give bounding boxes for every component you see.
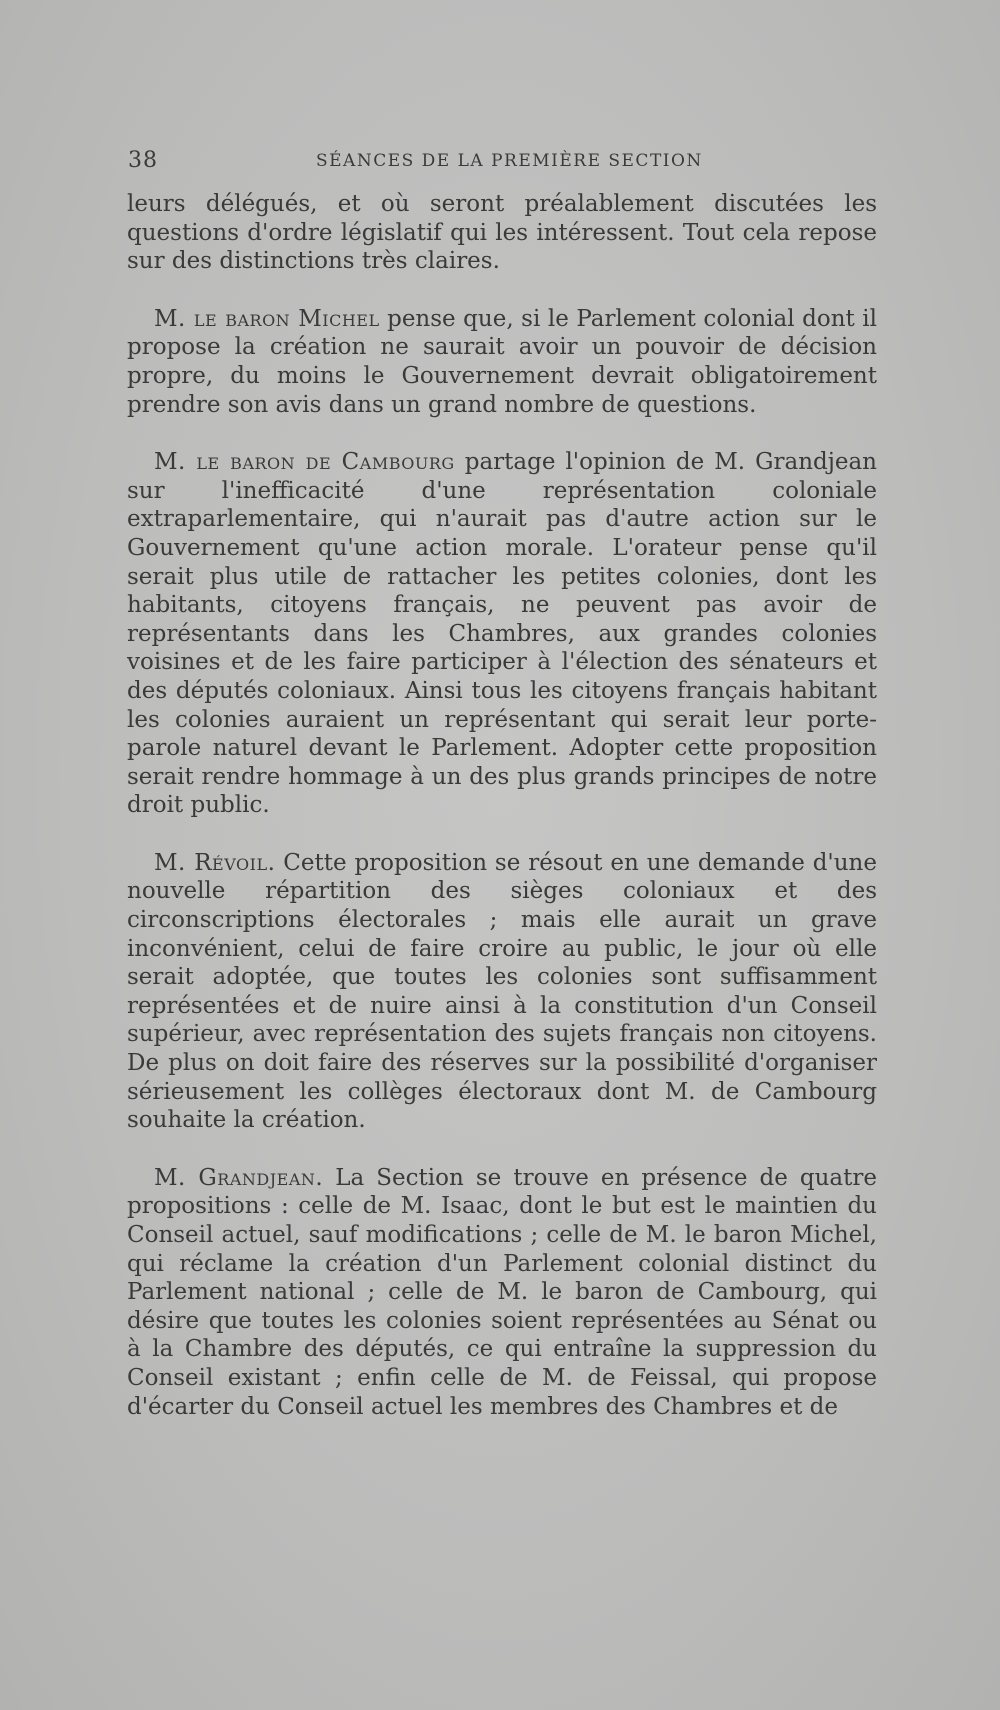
page-number: 38: [128, 148, 158, 173]
body-text: [127, 190, 877, 1421]
page-header: [128, 148, 880, 178]
paragraph-grandjean: [127, 1164, 877, 1421]
speaker-name: M. Grandjean.: [154, 1164, 324, 1191]
paragraph-text: leurs délégués, et où seront préalablement discutées les questions d'ordre législatif qui les intéressent. Tout cela repose sur des distinctions très claires.: [127, 191, 877, 275]
paragraph-text: La Section se trouve en présence de quatre propositions : celle de M. Isaac, dont le but est le maintien du Conseil actuel, sauf modifications ; celle de M. le baron Michel, qui réclame la création d'un Parlement colonial distinct du Parlement national ; celle de M. le baron de Cambourg, qui désire que toutes les colonies soient représentées au Sénat ou à la Chambre des députés, ce qui entraîne la suppression du Conseil existant ; enfin celle de M. de Feissal, qui propose d'écarter du Conseil actuel les membres des Chambres et de: [127, 1164, 877, 1420]
paragraph-continuation: [127, 190, 877, 276]
paragraph-text: Cette proposition se résout en une demande d'une nouvelle répartition des sièges coloniaux et des circonscriptions électorales ; mais elle aurait un grave inconvénient, celui de faire croire au public, le jour où elle serait adoptée, que toutes les colonies sont suffisamment représentées et de nuire ainsi à la constitution d'un Conseil supérieur, avec représentation des sujets français non citoyens. De plus on doit faire des réserves sur la possibilité d'organiser sérieusement les collèges électoraux dont M. de Cambourg souhaite la création.: [127, 849, 877, 1134]
speaker-name: M. le baron Michel: [154, 305, 380, 332]
running-title: SÉANCES DE LA PREMIÈRE SECTION: [316, 151, 703, 171]
paragraph-text: partage l'opinion de M. Grandjean sur l'inefficacité d'une représentation coloniale extraparlementaire, qui n'aurait pas d'autre action sur le Gouvernement qu'une action morale. L'orateur pense qu'il serait plus utile de rattacher les petites colonies, dont les habitants, citoyens français, ne peuvent pas avoir de représentants dans les Chambres, aux grandes colonies voisines et de les faire participer à l'élection des sénateurs et des députés coloniaux. Ainsi tous les citoyens français habitant les colonies auraient un représentant qui serait leur porte-parole naturel devant le Parlement. Adopter cette proposition serait rendre hommage à un des plus grands principes de notre droit public.: [127, 449, 877, 819]
paragraph-baron-michel: [127, 305, 877, 419]
speaker-name: M. Révoil.: [154, 849, 276, 876]
speaker-name: M. le baron de Cambourg: [154, 449, 455, 476]
paragraph-text: pense que, si le Parlement colonial dont il propose la création ne saurait avoir un pouvoir de décision propre, du moins le Gouvernement devrait obligatoirement prendre son avis dans un grand nombre de questions.: [127, 305, 877, 418]
paragraph-baron-de-cambourg: [127, 448, 877, 820]
paragraph-revoil: [127, 849, 877, 1135]
